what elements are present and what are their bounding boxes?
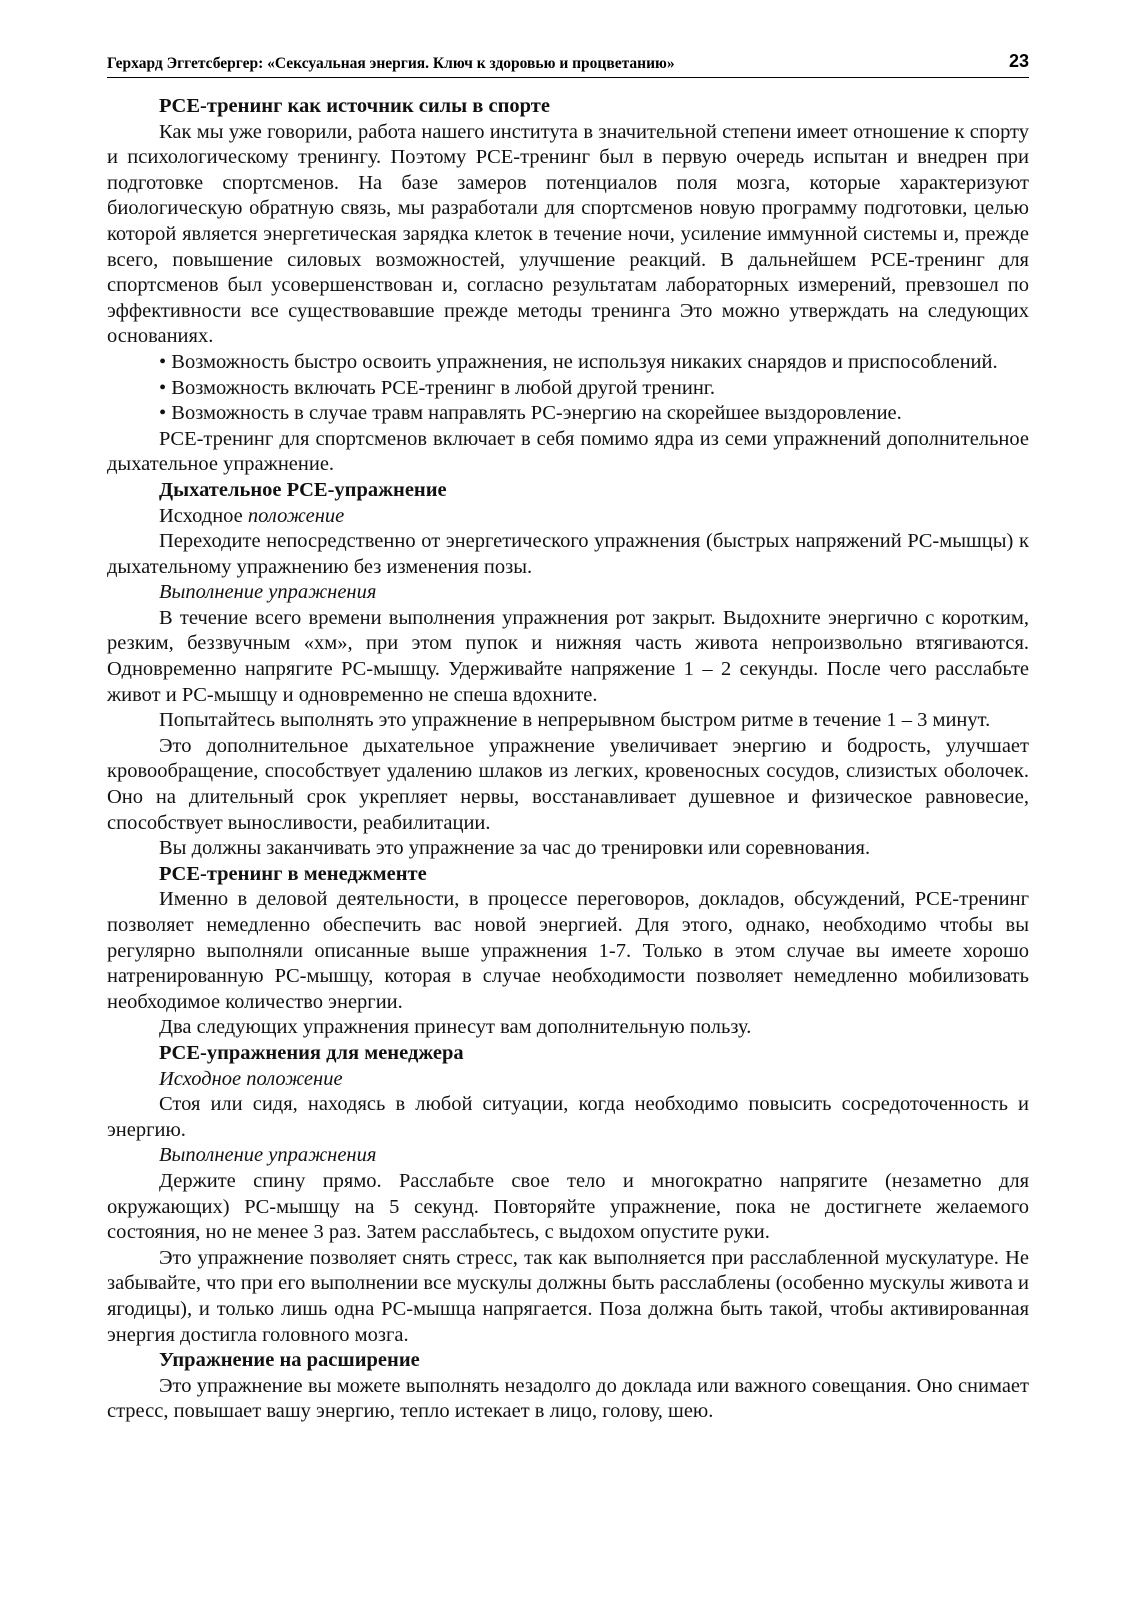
paragraph: Вы должны заканчивать это упражнение за час до тренировки или соревнования. <box>159 837 871 860</box>
paragraph: Переходите непосредственно от энергетического упражнения (быстрых напряжений PC-мышцы) к дыхательному упражнению без изменения позы. <box>107 530 1029 578</box>
bullet-item: • Возможность в случае травм направлять PC-энергию на скорейшее выздоровление. <box>159 402 902 425</box>
bullet-item: • Возможность включать PCE-тренинг в любой другой тренинг. <box>159 376 716 399</box>
section-heading-sport: PCE-тренинг как источник силы в спорте <box>159 95 550 117</box>
paragraph: PCE-тренинг для спортсменов включает в себя помимо ядра из семи упражнений дополнительное дыхательное упражнение. <box>107 427 1029 476</box>
paragraph: Как мы уже говорили, работа нашего института в значительной степени имеет отношение к спорту и психологическому тренингу. Поэтому PCE-тренинг был в первую очередь испытан и внедрен при подготовке спортсменов. На базе замеров потенциалов поля мозга, которые характеризуют биологическую обратную связь, мы разработали для спортсменов новую программу подготовки, целью которой является энергетическая зарядка клеток в течение ночи, усиление иммунной системы и, прежде всего, повышение силовых возможностей, улучшение реакций. В дальнейшем PCE-тренинг для спортсменов был усовершенствован и, согласно результатам лабораторных измерений, превзошел по эффективности все существовавшие прежде методы тренинга Это можно утверждать на следующих основаниях. <box>107 120 1029 348</box>
subheading-plain: Исходное <box>159 504 248 527</box>
section-heading-expansion: Упражнение на расширение <box>159 1349 420 1372</box>
subheading-start-position <box>107 504 1029 530</box>
section-heading-manager-exercises: PCE-упражнения для менеджера <box>159 1041 464 1064</box>
subheading-execution: Выполнение упражнения <box>159 581 377 604</box>
paragraph: Это дополнительное дыхательное упражнение увеличивает энергию и бодрость, улучшает кровообращение, способствует удалению шлаков из легких, кровеносных сосудов, слизистых оболочек. Оно на длительный срок укрепляет нервы, восстанавливает душевное и физическое равновесие, способствует выносливости, реабилитации. <box>107 734 1029 834</box>
paragraph: Держите спину прямо. Расслабьте свое тело и многократно напрягите (незаметно для окружающих) PC-мышцу на 5 секунд. Повторяйте упражнение, пока не достигнете желаемого состояния, но не менее 3 раз. Затем расслабьтесь, с выдохом опустите руки. <box>107 1169 1029 1244</box>
paragraph: Стоя или сидя, находясь в любой ситуации, когда необходимо повысить сосредоточенность и энергию. <box>107 1093 1029 1141</box>
subheading-execution: Выполнение упражнения <box>159 1144 377 1167</box>
section-heading-management: PCE-тренинг в менеджменте <box>159 862 427 885</box>
paragraph: Это упражнение вы можете выполнять незадолго до доклада или важного совещания. Оно снимает стресс, повышает вашу энергию, тепло истекает в лицо, голову, шею. <box>107 1374 1029 1423</box>
paragraph: Попытайтесь выполнять это упражнение в непрерывном быстром ритме в течение 1 – 3 минут. <box>159 709 991 732</box>
paragraph: Именно в деловой деятельности, в процессе переговоров, докладов, обсуждений, PCE-тренинг позволяет немедленно обеспечить вас новой энергией. Для этого, однако, необходимо чтобы вы регулярно выполняли описанные выше упражнения 1-7. Только в этом случае вы имеете хорошо натренированную PC-мышцу, которая в случае необходимости позволяет немедленно мобилизовать необходимое количество энергии. <box>107 888 1029 1013</box>
section-heading-breathing: Дыхательное PCE-упражнение <box>159 478 447 501</box>
page-body <box>107 94 1029 1425</box>
running-header <box>107 51 1029 78</box>
paragraph: Два следующих упражнения принесут вам дополнительную пользу. <box>159 1016 752 1039</box>
paragraph: Это упражнение позволяет снять стресс, так как выполняется при расслабленной мускулатуре. Не забывайте, что при его выполнении все мускулы должны быть расслаблены (особенно мускулы живота и ягодицы), и только лишь одна PC-мышца напрягается. Поза должна быть такой, чтобы активированная энергия достигла головного мозга. <box>107 1246 1029 1346</box>
page-number: 23 <box>1008 51 1029 71</box>
subheading-italic: положение <box>247 504 345 527</box>
paragraph: В течение всего времени выполнения упражнения рот закрыт. Выдохните энергично с коротким, резким, беззвучным «хм», при этом пупок и нижняя часть живота непроизвольно втягиваются. Одновременно напрягите PC-мышцу. Удерживайте напряжение 1 – 2 секунды. После чего расслабьте живот и PC-мышцу и одновременно не спеша вдохните. <box>107 606 1029 706</box>
bullet-item: • Возможность быстро освоить упражнения, не используя никаких снарядов и приспособлений. <box>159 350 998 373</box>
subheading-start-position: Исходное положение <box>159 1067 343 1090</box>
header-title: Герхард Эггетсбергер: «Сексуальная энергия. Ключ к здоровью и процветанию» <box>107 55 675 72</box>
